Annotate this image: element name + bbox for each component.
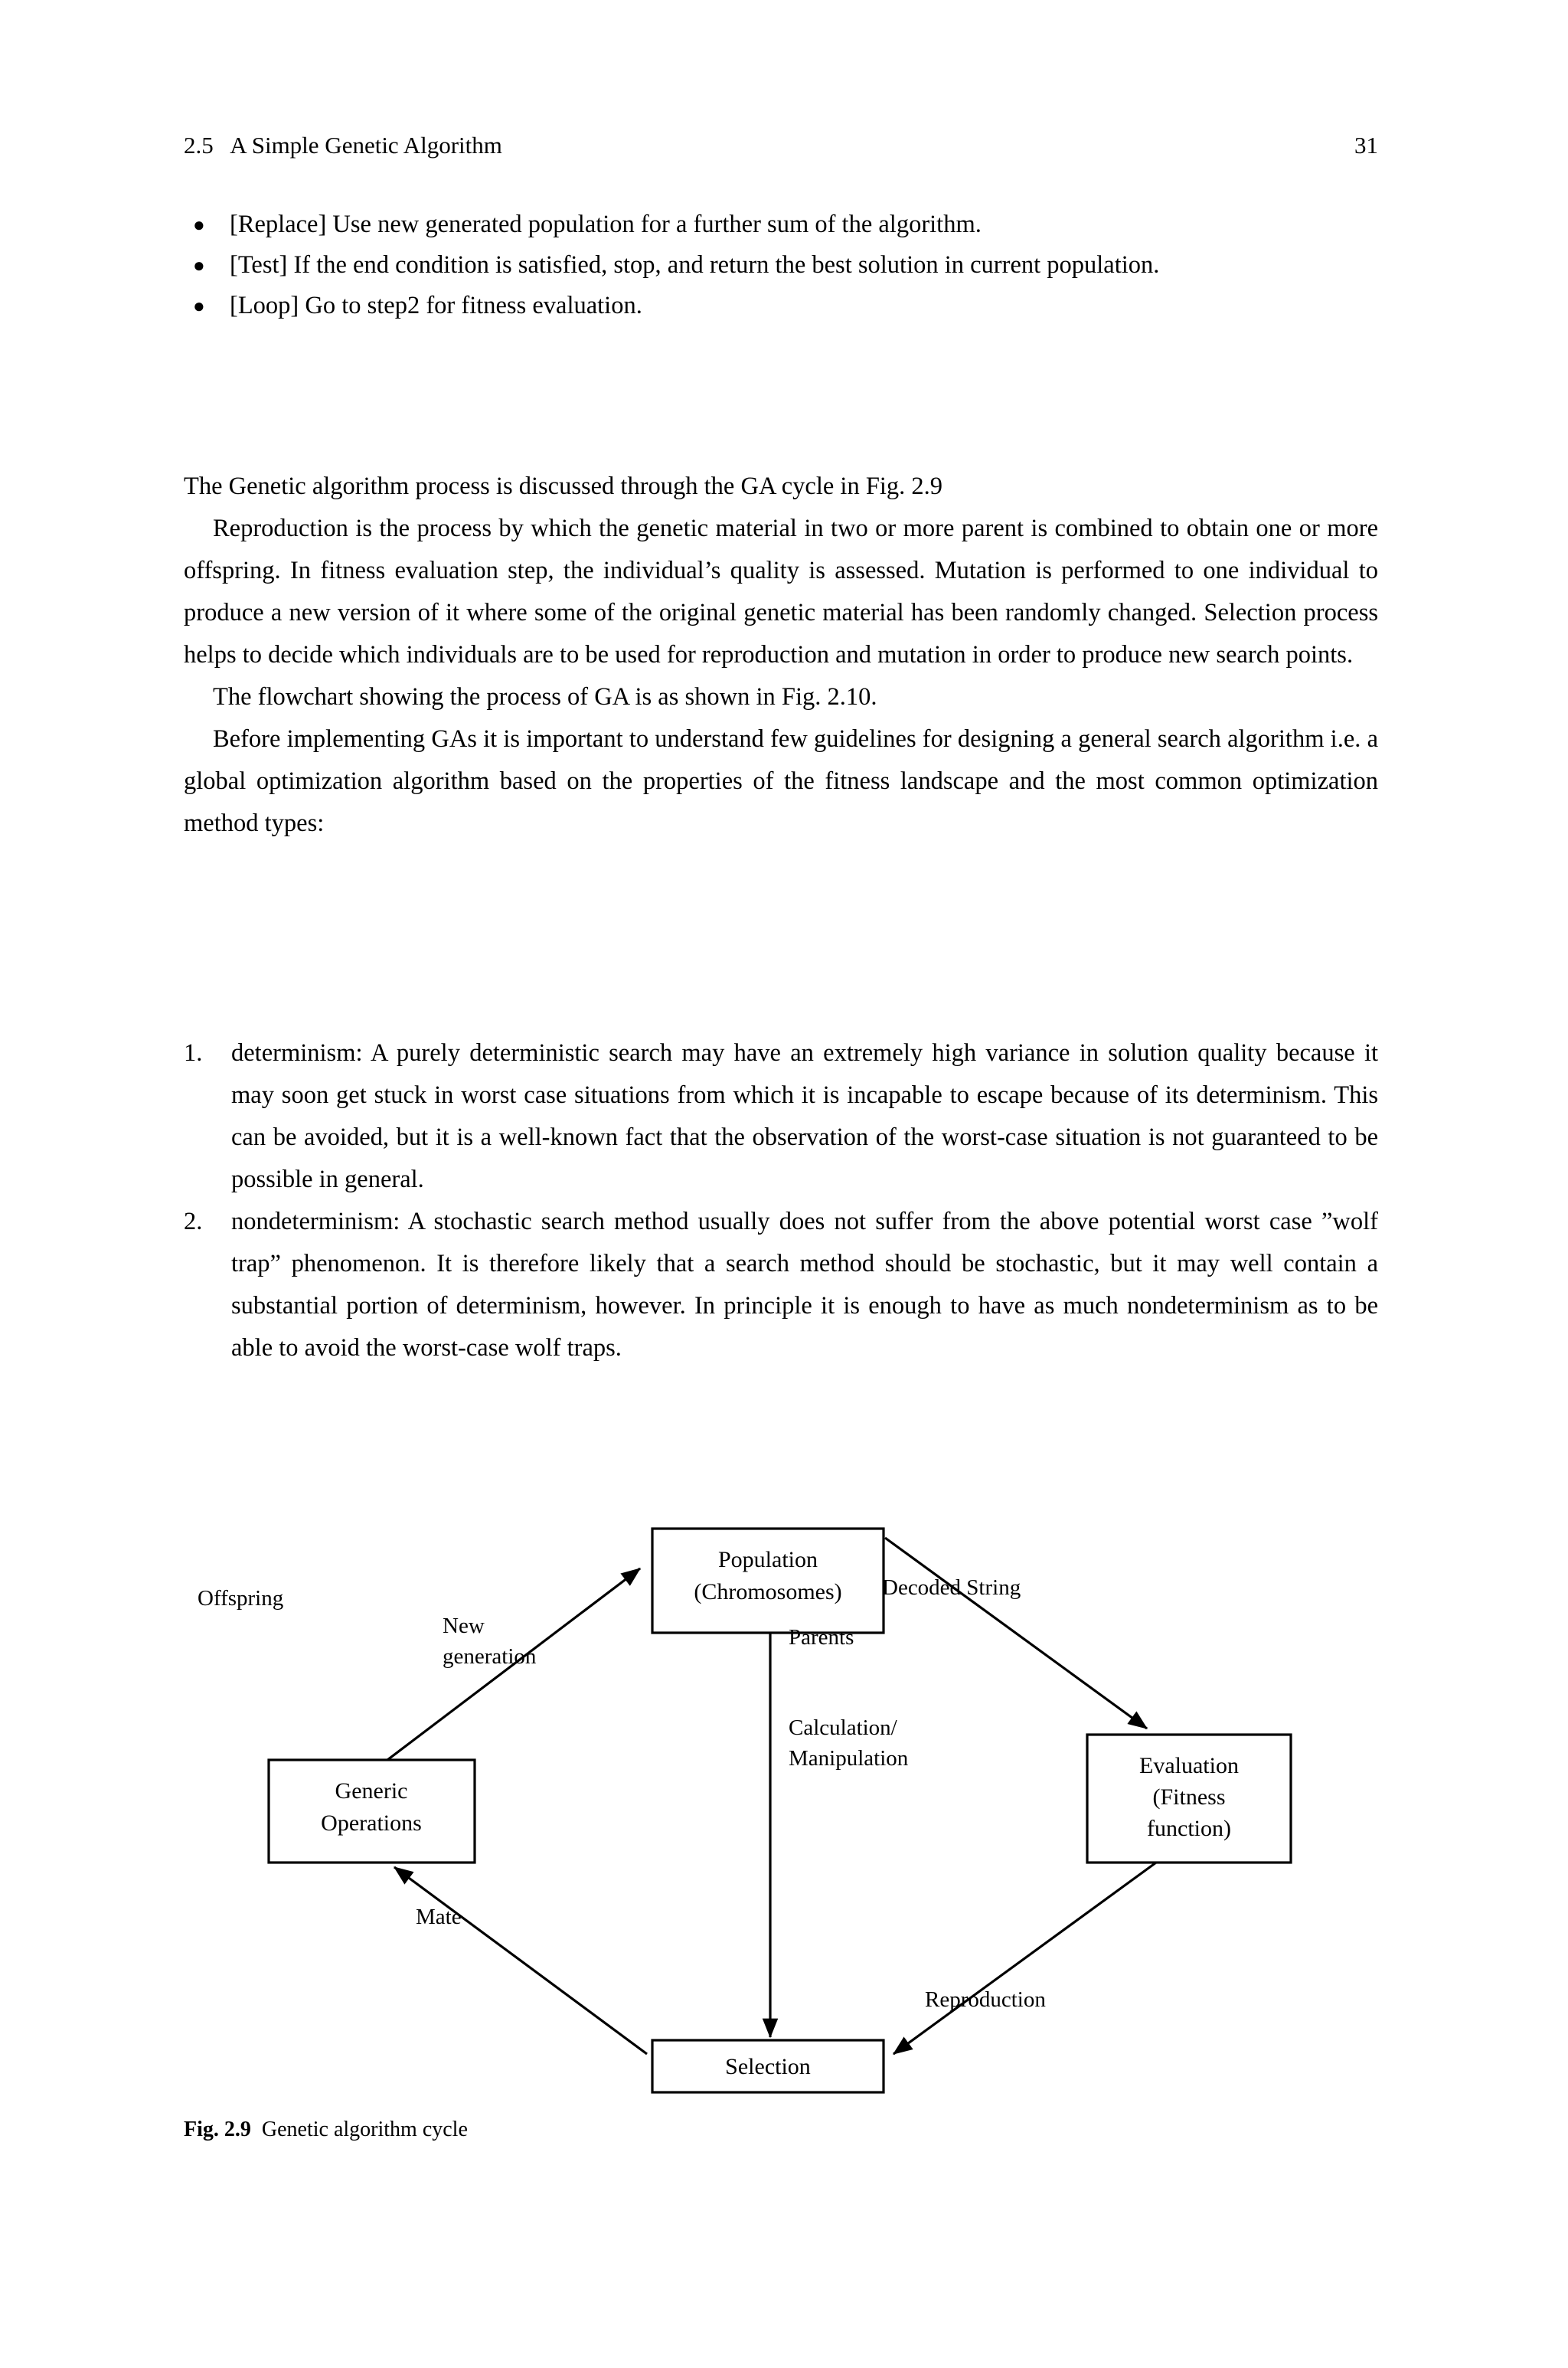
node-generic-operations <box>269 1760 475 1863</box>
running-head-title: 2.5 A Simple Genetic Algorithm <box>184 132 502 159</box>
list-item <box>184 246 1378 285</box>
list-item <box>184 205 1378 244</box>
list-item-number: 2. <box>184 1208 203 1235</box>
edge-label-decoded-string: Decoded String <box>882 1575 1021 1600</box>
page-number: 31 <box>1354 132 1378 159</box>
list-item-text: [Test] If the end condition is satisfied, stop, and return the best solution in current population. <box>230 251 1160 279</box>
paragraph: Before implementing GAs it is important to understand few guidelines for designing a general search algorithm i.e. a global optimization algorithm based on the properties of the fitness landscape and the most common optimization method types: <box>184 725 1378 837</box>
node-population <box>652 1529 884 1633</box>
node-evaluation-line3: function) <box>1147 1816 1231 1841</box>
body-text <box>184 466 1378 845</box>
edge-label-new-generation-line1: New <box>443 1614 485 1638</box>
node-population-line2: (Chromosomes) <box>694 1579 842 1604</box>
list-item-text: determinism: A purely deterministic search may have an extremely high variance in solution quality because it may soon get stuck in worst case situations from which it is incapable to escape because of its determinism. This can be avoided, but it is a well-known fact that the observation of the worst-case situation is not guaranteed to be possible in general. <box>231 1039 1378 1193</box>
paragraph: Reproduction is the process by which the genetic material in two or more parent is combined to obtain one or more offspring. In fitness evaluation step, the individual’s quality is assessed. Mutation is performed to one individual to produce a new version of it where some of the original genetic material has been randomly changed. Selection process helps to decide which individuals are to be used for reproduction and mutation in order to produce new search points. <box>184 515 1378 669</box>
figure-caption <box>184 2115 468 2144</box>
edge-label-parents: Parents <box>789 1625 854 1650</box>
edge-reproduction <box>893 1863 1156 2054</box>
edge-decoded-string <box>885 1538 1147 1729</box>
edge-label-reproduction: Reproduction <box>925 1987 1046 2012</box>
node-selection-line1: Selection <box>725 2054 811 2079</box>
edge-label-offspring: Offspring <box>198 1586 284 1611</box>
edge-label-mate: Mate <box>416 1905 462 1929</box>
list-item-text: [Loop] Go to step2 for fitness evaluation. <box>230 292 642 319</box>
list-item-text: nondeterminism: A stochastic search method usually does not suffer from the above potential worst case ”wolf trap” phenomenon. It is therefore likely that a search method should be stochastic, but it may well contain a substantial portion of determinism, however. In principle it is enough to have as much nondeterminism as to be able to avoid the worst-case wolf traps. <box>231 1208 1378 1362</box>
bullet-icon: ● <box>193 295 205 317</box>
node-population-line1: Population <box>717 1547 818 1572</box>
list-item-number: 1. <box>184 1039 203 1067</box>
edge-label-new-generation-line2: generation <box>443 1644 537 1669</box>
list-item <box>184 286 1378 325</box>
node-evaluation-line2: (Fitness <box>1152 1784 1226 1810</box>
bullet-icon: ● <box>193 254 205 276</box>
algorithm-step-list <box>184 205 1378 327</box>
figure-genetic-algorithm-cycle <box>184 1501 1378 2129</box>
paragraph: The Genetic algorithm process is discussed through the GA cycle in Fig. 2.9 <box>184 473 943 500</box>
node-generic-operations-line1: Generic <box>335 1778 408 1804</box>
figure-caption-label: Fig. 2.9 <box>184 2118 251 2141</box>
paragraph: The flowchart showing the process of GA is as shown in Fig. 2.10. <box>213 683 877 711</box>
list-item <box>184 1032 1378 1201</box>
list-item-text: [Replace] Use new generated population for a further sum of the algorithm. <box>230 211 982 238</box>
edge-label-calculation-line2: Manipulation <box>789 1746 909 1771</box>
node-selection <box>652 2040 884 2092</box>
bullet-icon: ● <box>193 214 205 236</box>
node-generic-operations-line2: Operations <box>321 1810 422 1836</box>
figure-caption-text: Genetic algorithm cycle <box>261 2118 468 2141</box>
node-evaluation-line1: Evaluation <box>1139 1753 1239 1778</box>
edge-mate <box>394 1867 647 2054</box>
running-head <box>184 129 1378 162</box>
list-item <box>184 1201 1378 1369</box>
guideline-list <box>184 1032 1378 1369</box>
node-evaluation <box>1087 1735 1291 1863</box>
edge-label-calculation-line1: Calculation/ <box>789 1715 897 1740</box>
